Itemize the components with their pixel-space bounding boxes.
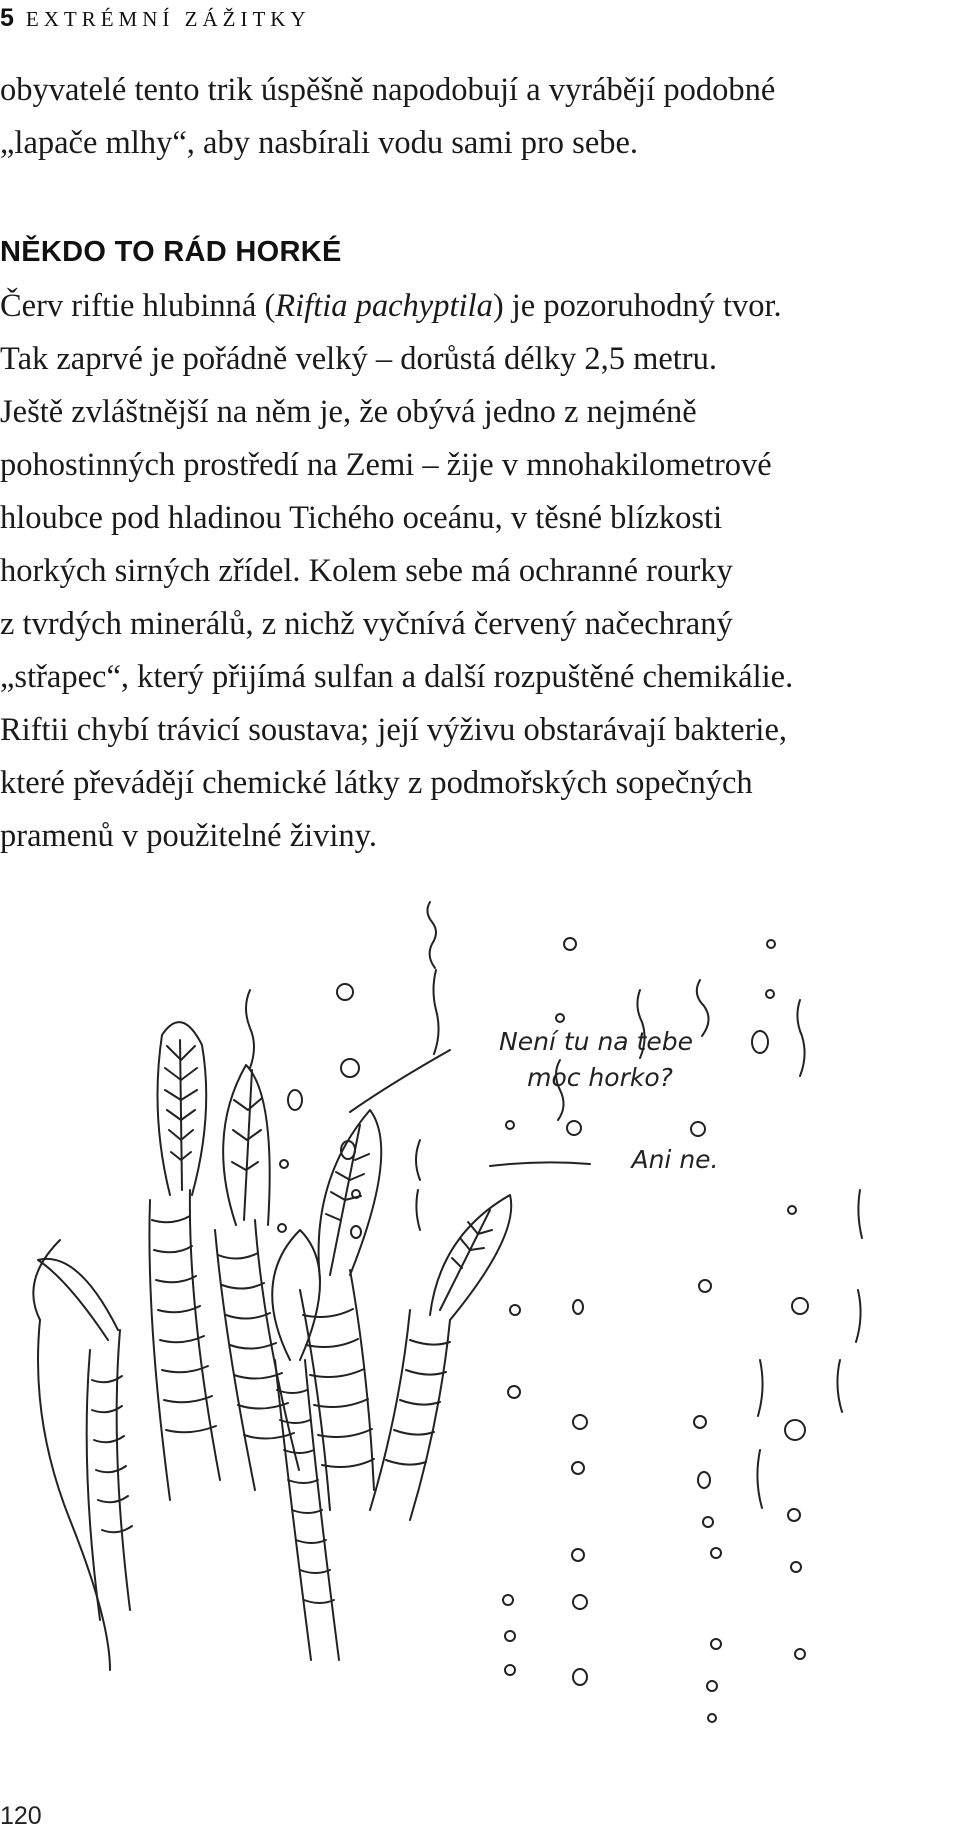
chapter-number: 5 — [0, 4, 14, 32]
text-line — [0, 280, 960, 333]
speech-pointer-2 — [490, 1162, 590, 1166]
chapter-title: EXTRÉMNÍ ZÁŽITKY — [25, 7, 311, 31]
intro-paragraph — [0, 64, 960, 170]
text-line: z tvrdých minerálů, z nichž vyčnívá červený načechraný — [0, 606, 733, 642]
text-fragment: Červ riftie hlubinná ( — [0, 288, 276, 324]
running-head — [0, 4, 311, 34]
tube-worm-cluster — [33, 1022, 511, 1670]
text-line: obyvatelé tento trik úspěšně napodobují a vyrábějí podobné — [0, 72, 776, 108]
text-fragment: ) je pozoruhodný tvor. — [492, 288, 782, 324]
tube-worm-illustration — [0, 890, 960, 1790]
speech-text-1 — [499, 1027, 701, 1092]
text-line: horkých sirných zřídel. Kolem sebe má ochranné rourky — [0, 553, 733, 589]
section-paragraph — [0, 280, 960, 863]
text-line: které převádějí chemické látky z podmořských sopečných — [0, 765, 753, 801]
text-line: Tak zaprvé je pořádně velký – dorůstá délky 2,5 metru. — [0, 341, 717, 377]
speech-line: moc horko? — [527, 1063, 673, 1092]
section-heading: NĚKDO TO RÁD HORKÉ — [0, 236, 342, 268]
text-line: pramenů v použitelné živiny. — [0, 818, 377, 854]
speech-pointer-1 — [350, 1050, 450, 1112]
speech-text-2: Ani ne. — [631, 1145, 719, 1174]
text-line: Riftii chybí trávicí soustava; její výživu obstarávají bakterie, — [0, 712, 787, 748]
text-line: „lapače mlhy“, aby nasbírali vodu sami pro sebe. — [0, 125, 639, 161]
page-number: 120 — [0, 1802, 42, 1830]
text-line: „střapec“, který přijímá sulfan a další rozpuštěné chemikálie. — [0, 659, 794, 695]
speech-line: Není tu na tebe — [499, 1027, 694, 1056]
text-line: pohostinných prostředí na Zemi – žije v mnohakilometrové — [0, 447, 772, 483]
water-current-lines — [246, 902, 862, 1508]
text-line: Ještě zvláštnější na něm je, že obývá jedno z nejméně — [0, 394, 697, 430]
text-line: hloubce pod hladinou Tichého oceánu, v těsné blízkosti — [0, 500, 723, 536]
latin-name: Riftia pachyptila — [275, 288, 493, 324]
